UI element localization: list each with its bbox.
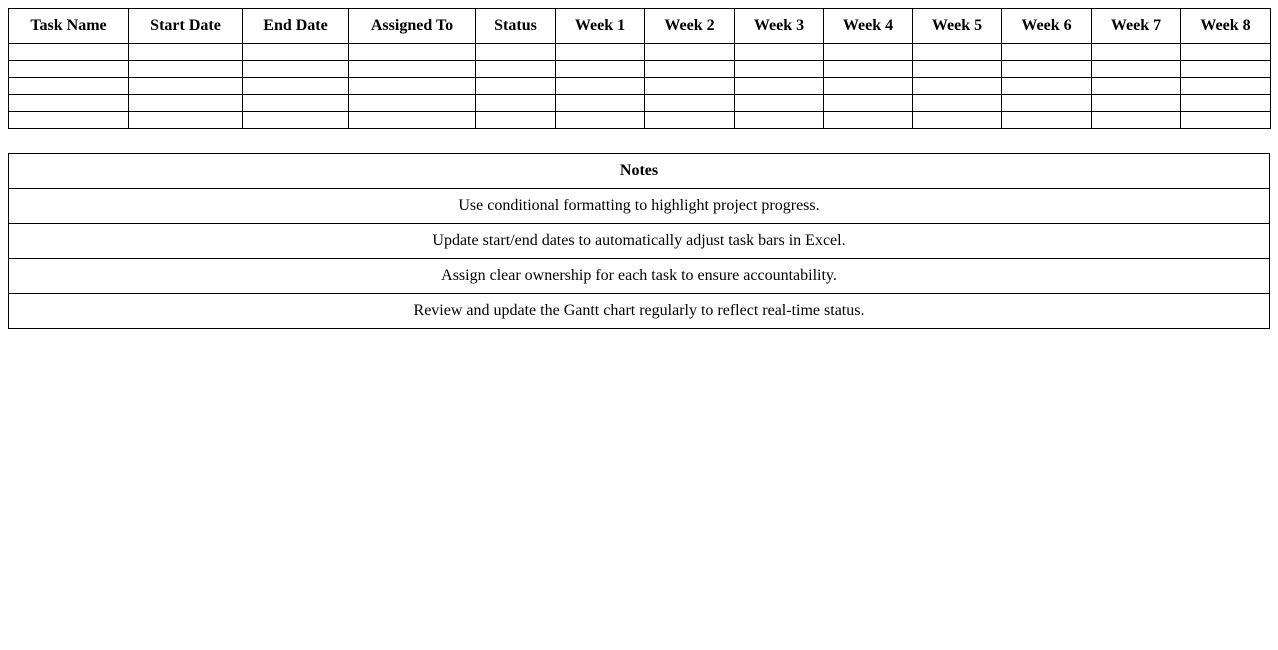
table-cell[interactable] bbox=[349, 61, 476, 78]
column-header-week-7: Week 7 bbox=[1092, 9, 1181, 44]
table-cell[interactable] bbox=[349, 95, 476, 112]
table-row bbox=[9, 61, 1271, 78]
column-header-week-3: Week 3 bbox=[735, 9, 824, 44]
table-row bbox=[9, 44, 1271, 61]
table-cell[interactable] bbox=[824, 95, 913, 112]
table-cell[interactable] bbox=[129, 44, 243, 61]
table-cell[interactable] bbox=[1092, 95, 1181, 112]
column-header-week-2: Week 2 bbox=[645, 9, 735, 44]
table-cell[interactable] bbox=[9, 95, 129, 112]
table-cell[interactable] bbox=[1181, 95, 1271, 112]
table-cell[interactable] bbox=[476, 78, 556, 95]
column-header-assigned-to: Assigned To bbox=[349, 9, 476, 44]
table-cell[interactable] bbox=[556, 112, 645, 129]
column-header-task-name: Task Name bbox=[9, 9, 129, 44]
column-header-week-4: Week 4 bbox=[824, 9, 913, 44]
note-row bbox=[9, 224, 1270, 259]
note-row bbox=[9, 189, 1270, 224]
table-cell[interactable] bbox=[349, 78, 476, 95]
table-cell[interactable] bbox=[824, 61, 913, 78]
note-row bbox=[9, 294, 1270, 329]
table-cell[interactable] bbox=[476, 95, 556, 112]
table-cell[interactable] bbox=[129, 78, 243, 95]
table-cell[interactable] bbox=[1002, 78, 1092, 95]
table-cell[interactable] bbox=[556, 95, 645, 112]
table-cell[interactable] bbox=[243, 44, 349, 61]
gantt-table bbox=[8, 8, 1271, 129]
table-cell[interactable] bbox=[735, 112, 824, 129]
table-cell[interactable] bbox=[556, 78, 645, 95]
table-cell[interactable] bbox=[1002, 112, 1092, 129]
table-cell[interactable] bbox=[913, 44, 1002, 61]
table-cell[interactable] bbox=[476, 61, 556, 78]
gantt-header-row bbox=[9, 9, 1271, 44]
table-cell[interactable] bbox=[824, 112, 913, 129]
table-cell[interactable] bbox=[9, 61, 129, 78]
table-cell[interactable] bbox=[913, 78, 1002, 95]
table-cell[interactable] bbox=[243, 78, 349, 95]
note-item: Use conditional formatting to highlight project progress. bbox=[9, 189, 1270, 224]
table-cell[interactable] bbox=[129, 112, 243, 129]
table-cell[interactable] bbox=[913, 95, 1002, 112]
column-header-week-1: Week 1 bbox=[556, 9, 645, 44]
note-row bbox=[9, 259, 1270, 294]
gantt-body bbox=[9, 44, 1271, 129]
column-header-status: Status bbox=[476, 9, 556, 44]
table-cell[interactable] bbox=[645, 95, 735, 112]
column-header-week-6: Week 6 bbox=[1002, 9, 1092, 44]
table-cell[interactable] bbox=[9, 44, 129, 61]
table-cell[interactable] bbox=[243, 95, 349, 112]
note-item: Update start/end dates to automatically adjust task bars in Excel. bbox=[9, 224, 1270, 259]
table-cell[interactable] bbox=[556, 44, 645, 61]
notes-title: Notes bbox=[9, 154, 1270, 189]
table-cell[interactable] bbox=[129, 95, 243, 112]
table-cell[interactable] bbox=[824, 78, 913, 95]
table-cell[interactable] bbox=[645, 61, 735, 78]
table-cell[interactable] bbox=[1002, 44, 1092, 61]
table-cell[interactable] bbox=[1002, 95, 1092, 112]
table-cell[interactable] bbox=[913, 61, 1002, 78]
table-row bbox=[9, 95, 1271, 112]
table-row bbox=[9, 78, 1271, 95]
table-cell[interactable] bbox=[1181, 78, 1271, 95]
table-cell[interactable] bbox=[9, 112, 129, 129]
table-row bbox=[9, 112, 1271, 129]
table-cell[interactable] bbox=[645, 44, 735, 61]
notes-header-row bbox=[9, 154, 1270, 189]
column-header-end-date: End Date bbox=[243, 9, 349, 44]
table-cell[interactable] bbox=[1092, 61, 1181, 78]
note-item: Assign clear ownership for each task to ensure accountability. bbox=[9, 259, 1270, 294]
table-cell[interactable] bbox=[735, 95, 824, 112]
table-cell[interactable] bbox=[476, 112, 556, 129]
table-cell[interactable] bbox=[735, 61, 824, 78]
table-cell[interactable] bbox=[243, 61, 349, 78]
note-item: Review and update the Gantt chart regularly to reflect real-time status. bbox=[9, 294, 1270, 329]
table-cell[interactable] bbox=[476, 44, 556, 61]
table-cell[interactable] bbox=[349, 112, 476, 129]
table-cell[interactable] bbox=[735, 78, 824, 95]
table-cell[interactable] bbox=[9, 78, 129, 95]
table-cell[interactable] bbox=[556, 61, 645, 78]
table-cell[interactable] bbox=[824, 44, 913, 61]
table-cell[interactable] bbox=[243, 112, 349, 129]
table-cell[interactable] bbox=[1181, 61, 1271, 78]
column-header-start-date: Start Date bbox=[129, 9, 243, 44]
table-cell[interactable] bbox=[1002, 61, 1092, 78]
table-cell[interactable] bbox=[913, 112, 1002, 129]
table-cell[interactable] bbox=[1092, 44, 1181, 61]
table-cell[interactable] bbox=[735, 44, 824, 61]
table-cell[interactable] bbox=[1092, 78, 1181, 95]
table-cell[interactable] bbox=[1181, 44, 1271, 61]
table-cell[interactable] bbox=[645, 112, 735, 129]
column-header-week-5: Week 5 bbox=[913, 9, 1002, 44]
table-cell[interactable] bbox=[129, 61, 243, 78]
table-cell[interactable] bbox=[1181, 112, 1271, 129]
table-cell[interactable] bbox=[349, 44, 476, 61]
column-header-week-8: Week 8 bbox=[1181, 9, 1271, 44]
notes-table bbox=[8, 153, 1270, 329]
table-cell[interactable] bbox=[1092, 112, 1181, 129]
table-cell[interactable] bbox=[645, 78, 735, 95]
